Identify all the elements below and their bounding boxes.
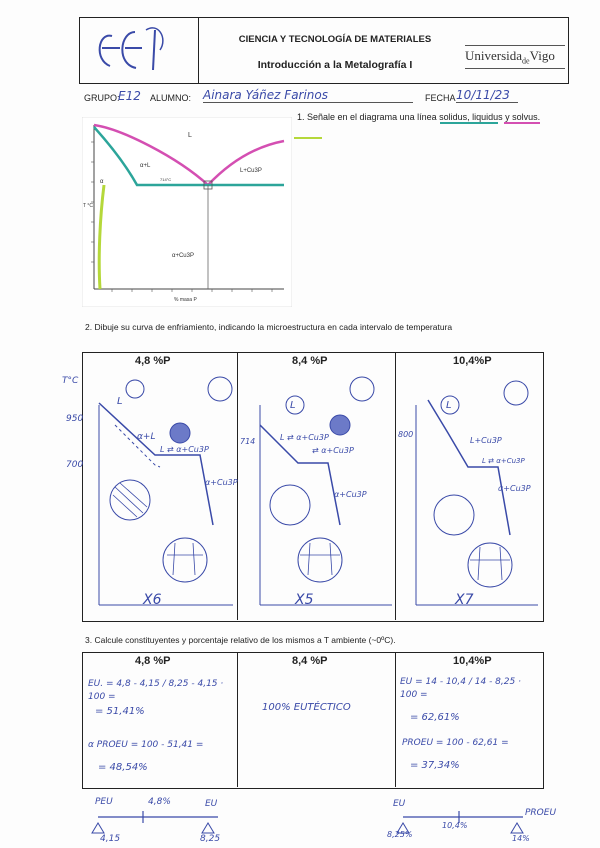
c1-l4: α+Cu3P [205,478,238,487]
q1-underlines [290,120,570,150]
q3-col3-pro2: = 37,34% [410,760,460,771]
logo-cell [80,18,199,83]
c2-l2: L ⇄ α+Cu3P [280,433,329,442]
q3-col1-eu1: EU. = 4,8 - 4,15 / 8,25 - 4,15 · 100 = [88,679,224,702]
c3-l2: L+Cu3P [470,436,502,445]
question-1: 1. Señale en el diagrama una línea solidus, liquidus y solvus. [297,112,541,122]
eutectic-temp-label: 714°C [160,177,172,182]
q3-col3-pro1: PROEU = 100 - 62,61 = [402,738,509,748]
c3-l1: L [446,400,452,411]
c3-l4: α+Cu3P [498,484,531,493]
lever-left-max: 8,25 [200,834,221,844]
cooling-curve-1 [85,375,235,615]
y-axis-label: T °C [83,203,93,209]
c2-zoom: X5 [295,592,314,608]
grupo-value: E12 [118,89,141,103]
c3-l3: L ⇄ α+Cu3P [482,457,525,465]
col1-title: 4,8 %P [135,355,171,367]
c2-l4: α+Cu3P [334,490,367,499]
course-title: CIENCIA Y TECNOLOGÍA DE MATERIALES [238,34,432,45]
lever-right-min: 8,25% [387,830,413,839]
alumno-value: Ainara Yáñez Farinos [203,88,413,103]
temp-950: 950 [66,414,84,424]
col3-title: 10,4%P [453,355,492,367]
lever-right [395,795,565,845]
c1-zoom: X6 [143,592,162,608]
grupo-label: GRUPO: [84,93,120,103]
temp-700: 700 [66,460,84,470]
header-box [79,17,569,84]
q3-col2-title: 8,4 %P [292,655,328,667]
fecha-label: FECHA [425,93,456,103]
eei-logo-icon [80,18,198,83]
q3-col3-eu2: = 62,61% [410,712,460,723]
question-2: 2. Dibuje su curva de enfriamiento, indicando la microestructura en cada intervalo de temperatura [85,322,453,332]
c2-l3: ⇄ α+Cu3P [312,446,354,455]
q3-col3-eu1: EU = 14 - 10,4 / 14 - 8,25 · 100 = [400,677,521,700]
phase-aCu3P-label: α+Cu3P [172,253,194,259]
lever-right-proeu: PROEU [525,808,557,818]
phase-diagram [82,117,292,307]
phase-L-label: L [188,132,192,139]
q3-col2-text: 100% EUTÉCTICO [262,702,351,713]
phase-LCu3P-label: L+Cu3P [240,168,262,174]
lever-left-min: 4,15 [100,834,121,844]
lever-left-eu: EU [205,799,218,809]
lever-right-max: 14% [512,834,530,843]
col2-title: 8,4 %P [292,355,328,367]
x-axis-label: % masa P [174,297,197,303]
cooling-curve-2 [240,375,395,615]
q3-col1-pro1: α PROEU = 100 - 51,41 = [88,740,204,750]
temp-800-c3: 800 [398,430,414,439]
university-logo: Universida$_{de}$Vigo [465,45,565,69]
question-3: 3. Calcule constituyentes y porcentaje relativo de los mismos a T ambiente (~0ºC). [85,635,396,645]
c1-l2: α+L [137,432,156,442]
lever-left-value: 4,8% [148,797,171,807]
constituents-table [82,652,544,789]
lever-right-eu: EU [393,799,406,809]
lever-right-value: 10,4% [442,821,468,830]
c1-l1: L [117,396,123,407]
subject-title: Introducción a la Metalografía I [257,59,413,71]
q3-col1-eu2: = 51,41% [95,706,145,717]
q3-col1-title: 4,8 %P [135,655,171,667]
q3-col3-title: 10,4%P [453,655,492,667]
c2-l1: L [290,400,296,411]
lever-left-peu: PEU [95,797,113,807]
c3-zoom: X7 [455,592,474,608]
c1-l3: L ⇄ α+Cu3P [160,445,209,454]
alpha-label: α [100,179,104,185]
q3-col1-pro2: = 48,54% [98,762,148,773]
phase-aL-label: α+L [140,163,151,169]
cooling-curve-3 [398,375,543,615]
fecha-value: 10/11/23 [456,88,518,103]
alumno-label: ALUMNO: [150,93,192,103]
temp-714-c2: 714 [240,437,256,446]
axis-T-label: T°C [62,376,79,386]
